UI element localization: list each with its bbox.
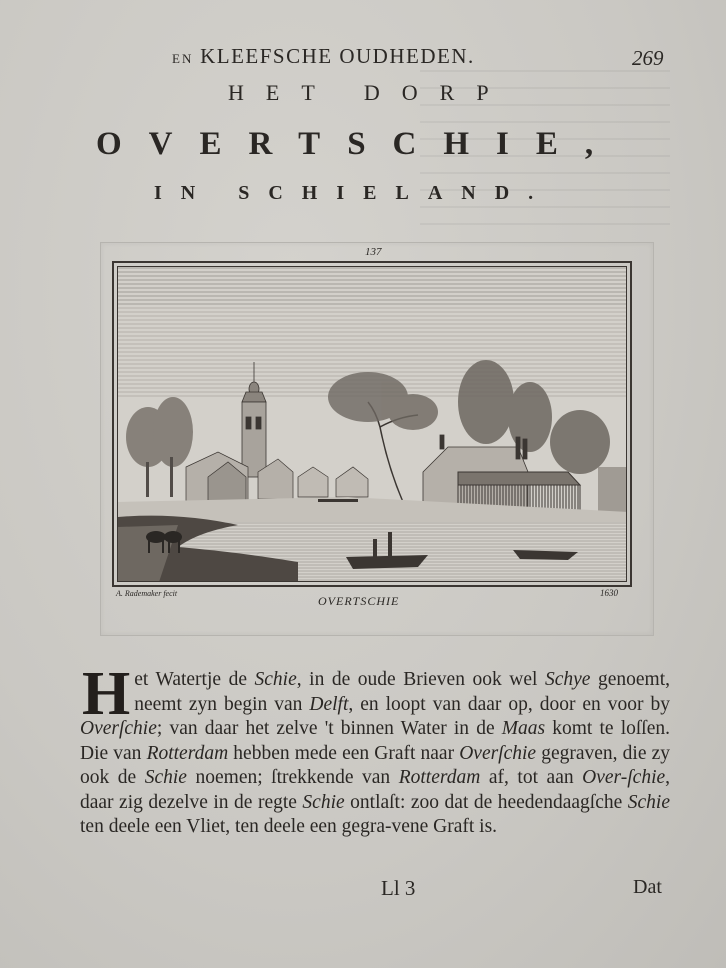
italic-term: Overſchie [80,718,157,739]
italic-term: Schie [254,669,297,690]
text-run: genoemt, neemt zyn begin van [134,669,670,715]
running-head-prefix: EN [172,51,194,66]
engraving-illustration [118,267,627,582]
text-run: ; van daar het zelve 't binnen Water in de [156,718,502,739]
italic-term: Maas [501,718,546,739]
body-paragraph [80,660,671,840]
engraver-signature: A. Rademaker fecit [116,589,178,598]
paragraph-text [80,660,671,840]
drop-cap: H [82,660,131,728]
engraving-frame [112,261,632,587]
signature-mark: Ll 3 [381,876,416,900]
text-run: ontlaſt: zoo dat de heedendaagſche [344,791,628,813]
italic-term: Schye [544,669,591,690]
text-run: , en loopt van daar op, door en voor by [348,693,670,715]
catchword: Dat [633,876,662,898]
text-run: , daar zig dezelve in de regte [80,767,671,813]
title-in-schieland: IN SCHIELAND. [154,182,553,204]
italic-term: Schie [302,791,345,813]
text-run: ten deele een Vliet, ten deele een gegra-vene Graft is. [80,816,498,837]
text-run: et Watertje de [134,669,255,690]
text-run: hebben mede een Graft naar [228,742,460,764]
running-head [172,44,475,69]
plate-year: 1630 [600,588,618,598]
italic-term: Rotterdam [398,767,481,788]
text-run: , in de oude Brieven ook wel [296,669,545,690]
page-number: 269 [632,46,664,70]
italic-term: Overſchie [459,742,537,764]
italic-term: Over-ſchie [582,767,666,788]
text-run: af, tot aan [480,767,583,788]
italic-term: Delft [309,693,349,715]
text-run: komt te loſſen. Die van [80,718,670,764]
italic-term: Schie [144,767,187,788]
text-run: noemen; ſtrekkende van [186,767,399,788]
plate-caption: OVERTSCHIE [318,594,400,608]
italic-term: Rotterdam [146,742,229,764]
plate-number: 137 [365,246,382,258]
text-run: gegraven, die zy ook de [80,742,671,788]
running-head-title: KLEEFSCHE OUDHEDEN. [200,44,475,68]
title-het-dorp: HET DORP [228,80,511,105]
engraving-overtschie [117,266,627,582]
title-overtschie: OVERTSCHIE, [96,126,621,162]
italic-term: Schie [627,791,670,813]
